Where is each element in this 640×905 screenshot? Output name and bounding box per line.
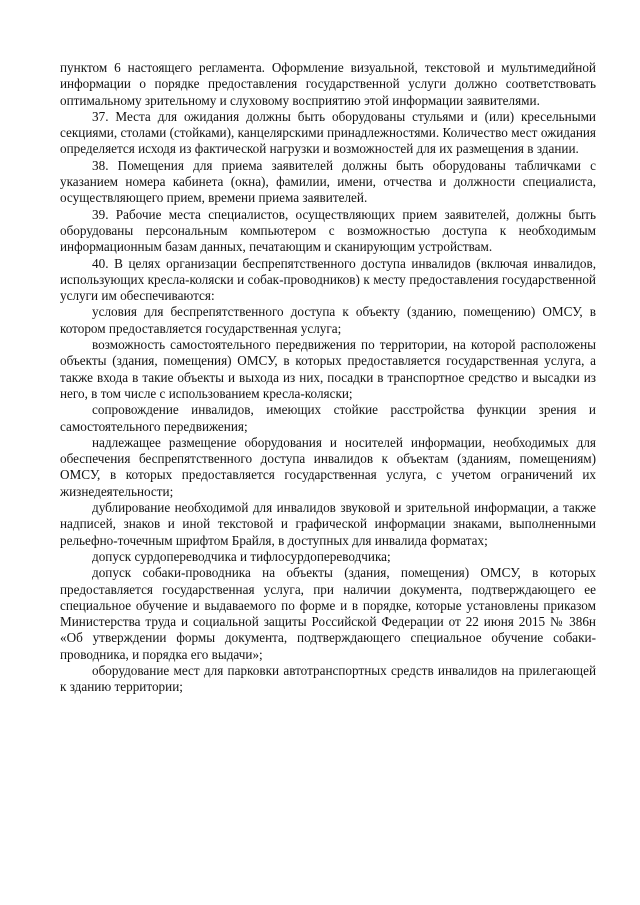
list-item-guide-dog: допуск собаки-проводника на объекты (здания, помещения) ОМСУ, в которых предоставляется государственная услуга, при наличии документа, подтверждающего ее специальное обучение и выдаваемого по форме и в порядке, которые установлены приказом Министерства труда и социальной защиты Российской Федерации от 22 июня 2015 № 386н «Об утверждении формы документа, подтверждающего специальное обучение собаки-проводника, и порядка его выдачи»;: [60, 565, 596, 662]
document-page: [60, 60, 596, 696]
list-item-duplication: дублирование необходимой для инвалидов звуковой и зрительной информации, а также надписей, знаков и иной текстовой и графической информации знаками, выполненными рельефно-точечным шрифтом Брайля, в доступных для инвалида форматах;: [60, 500, 596, 548]
paragraph-continuation: пунктом 6 настоящего регламента. Оформление визуальной, текстовой и мультимедийной информации о порядке предоставления государственной услуги должно соответствовать оптимальному зрительному и слуховому восприятию этой информации заявителями.: [60, 60, 596, 108]
list-item-sign-interpreter: допуск сурдопереводчика и тифлосурдопереводчика;: [92, 548, 391, 564]
list-item-escort: сопровождение инвалидов, имеющих стойкие расстройства функции зрения и самостоятельного передвижения;: [60, 402, 596, 434]
list-item-access-conditions: условия для беспрепятственного доступа к объекту (зданию, помещению) ОМСУ, в котором предоставляется государственная услуга;: [60, 304, 596, 336]
list-item-independent-movement: возможность самостоятельного передвижения по территории, на которой расположены объекты (здания, помещения) ОМСУ, в которых предоставляется государственная услуга, а также входа в такие объекты и выхода из них, посадки в транспортное средство и высадки из него, в том числе с использованием кресла-коляски;: [60, 337, 596, 401]
paragraph-38: 38. Помещения для приема заявителей должны быть оборудованы табличками с указанием номера кабинета (окна), фамилии, имени, отчества и должности специалиста, осуществляющего прием, времени приема заявителей.: [60, 157, 596, 206]
paragraph-37: 37. Места для ожидания должны быть оборудованы стульями и (или) кресельными секциями, столами (стойками), канцелярскими принадлежностями. Количество мест ожидания определяется исходя из фактической нагрузки и возможностей для их размещения в здании.: [60, 108, 596, 157]
paragraph-39: 39. Рабочие места специалистов, осуществляющих прием заявителей, должны быть оборудованы персональным компьютером с возможностью доступа к необходимым информационным базам данных, печатающим и сканирующим устройствам.: [60, 206, 596, 255]
list-item-parking: оборудование мест для парковки автотранспортных средств инвалидов на прилегающей к зданию территории;: [60, 662, 596, 695]
list-item-equipment-placement: надлежащее размещение оборудования и носителей информации, необходимых для обеспечения беспрепятственного доступа инвалидов к объектам (зданиям, помещениям) ОМСУ, в которых предоставляется государственная услуга, с учетом ограничений их жизнедеятельности;: [60, 434, 596, 499]
paragraph-40: 40. В целях организации беспрепятственного доступа инвалидов (включая инвалидов, использующих кресла-коляски и собак-проводников) к месту предоставления государственной услуги им обеспечиваются:: [60, 255, 596, 304]
